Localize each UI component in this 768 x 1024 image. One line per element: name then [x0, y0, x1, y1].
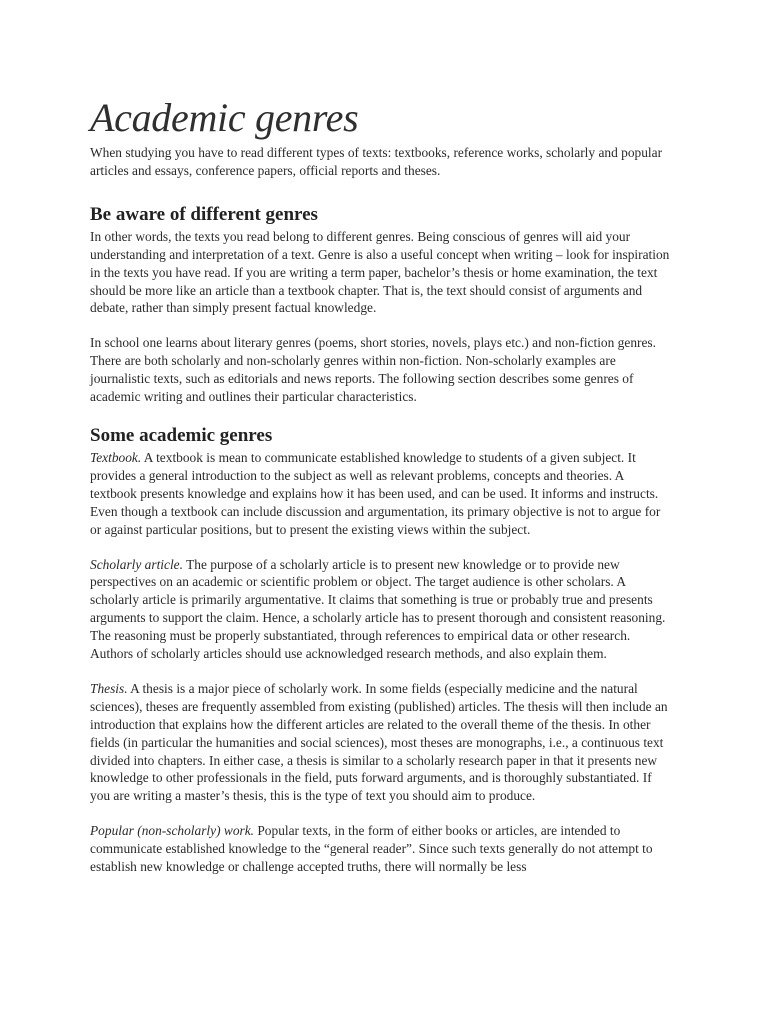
genre-entry-thesis — [90, 680, 670, 805]
genre-description: A thesis is a major piece of scholarly work. In some fields (especially medicine and the natural sciences), theses are frequently assembled from existing (published) articles. The thesis will then include an introduction that explains how the different articles are related to the overall theme of the thesis. In other fields (in particular the humanities and social sciences), most theses are monographs, i.e., a continuous text divided into chapters. In either case, a thesis is similar to a scholarly research paper in that it presents new knowledge to other professionals in the field, puts forward arguments, and is thoroughly substantiated. If you are writing a master’s thesis, this is the type of text you should aim to produce. — [90, 680, 668, 804]
genre-description: The purpose of a scholarly article is to present new knowledge or to provide new perspectives on an academic or scientific problem or object. The target audience is other scholars. A scholarly article is primarily argumentative. It claims that something is true or probably true and presents arguments to support the claim. Hence, a scholarly article has to present thorough and consistent reasoning. The reasoning must be properly substantiated, through references to empirical data or other research. Authors of scholarly articles should use acknowledged research methods, and also explain them. — [90, 556, 666, 662]
document-page — [90, 96, 670, 876]
section-heading-genres-awareness: Be aware of different genres — [90, 203, 318, 225]
genre-term: Scholarly article. — [90, 556, 183, 572]
body-paragraph: In other words, the texts you read belong to different genres. Being conscious of genres will aid your understanding and interpretation of a text. Genre is also a useful concept when writing – look for inspiration in the texts you have read. If you are writing a term paper, bachelor’s thesis or home examination, the text should be more like an article than a textbook chapter. That is, the text should consist of arguments and debate, rather than simply present factual knowledge. — [90, 228, 670, 316]
genre-term: Thesis. — [90, 680, 128, 696]
genre-entry-popular-work — [90, 822, 670, 876]
genre-description: A textbook is mean to communicate established knowledge to students of a given subject. It provides a general introduction to the subject as well as relevant problems, concepts and theories. A textbook presents knowledge and explains how it has been used, and can be used. It informs and instructs. Even though a textbook can include discussion and argumentation, its primary objective is not to argue for or against particular positions, but to present the existing views within the subject. — [90, 449, 661, 537]
intro-paragraph: When studying you have to read different types of texts: textbooks, reference works, scholarly and popular articles and essays, conference papers, official reports and theses. — [90, 145, 663, 178]
genre-description: Popular texts, in the form of either books or articles, are intended to communicate established knowledge to the “general reader”. Since such texts generally do not attempt to establish new knowledge or challenge accepted truths, there will normally be less — [90, 823, 653, 875]
genre-term: Popular (non-scholarly) work. — [90, 823, 255, 839]
page-title: Academic genres — [90, 95, 359, 140]
body-paragraph: In school one learns about literary genres (poems, short stories, novels, plays etc.) and non-fiction genres. There are both scholarly and non-scholarly genres within non-fiction. Non-scholarly examples are journalistic texts, such as editorials and news reports. The following section describes some genres of academic writing and outlines their particular characteristics. — [90, 335, 656, 405]
genre-term: Textbook. — [90, 449, 142, 465]
genre-entry-textbook — [90, 449, 670, 539]
genre-entry-scholarly-article — [90, 556, 670, 663]
section-heading-academic-genres: Some academic genres — [90, 424, 273, 446]
